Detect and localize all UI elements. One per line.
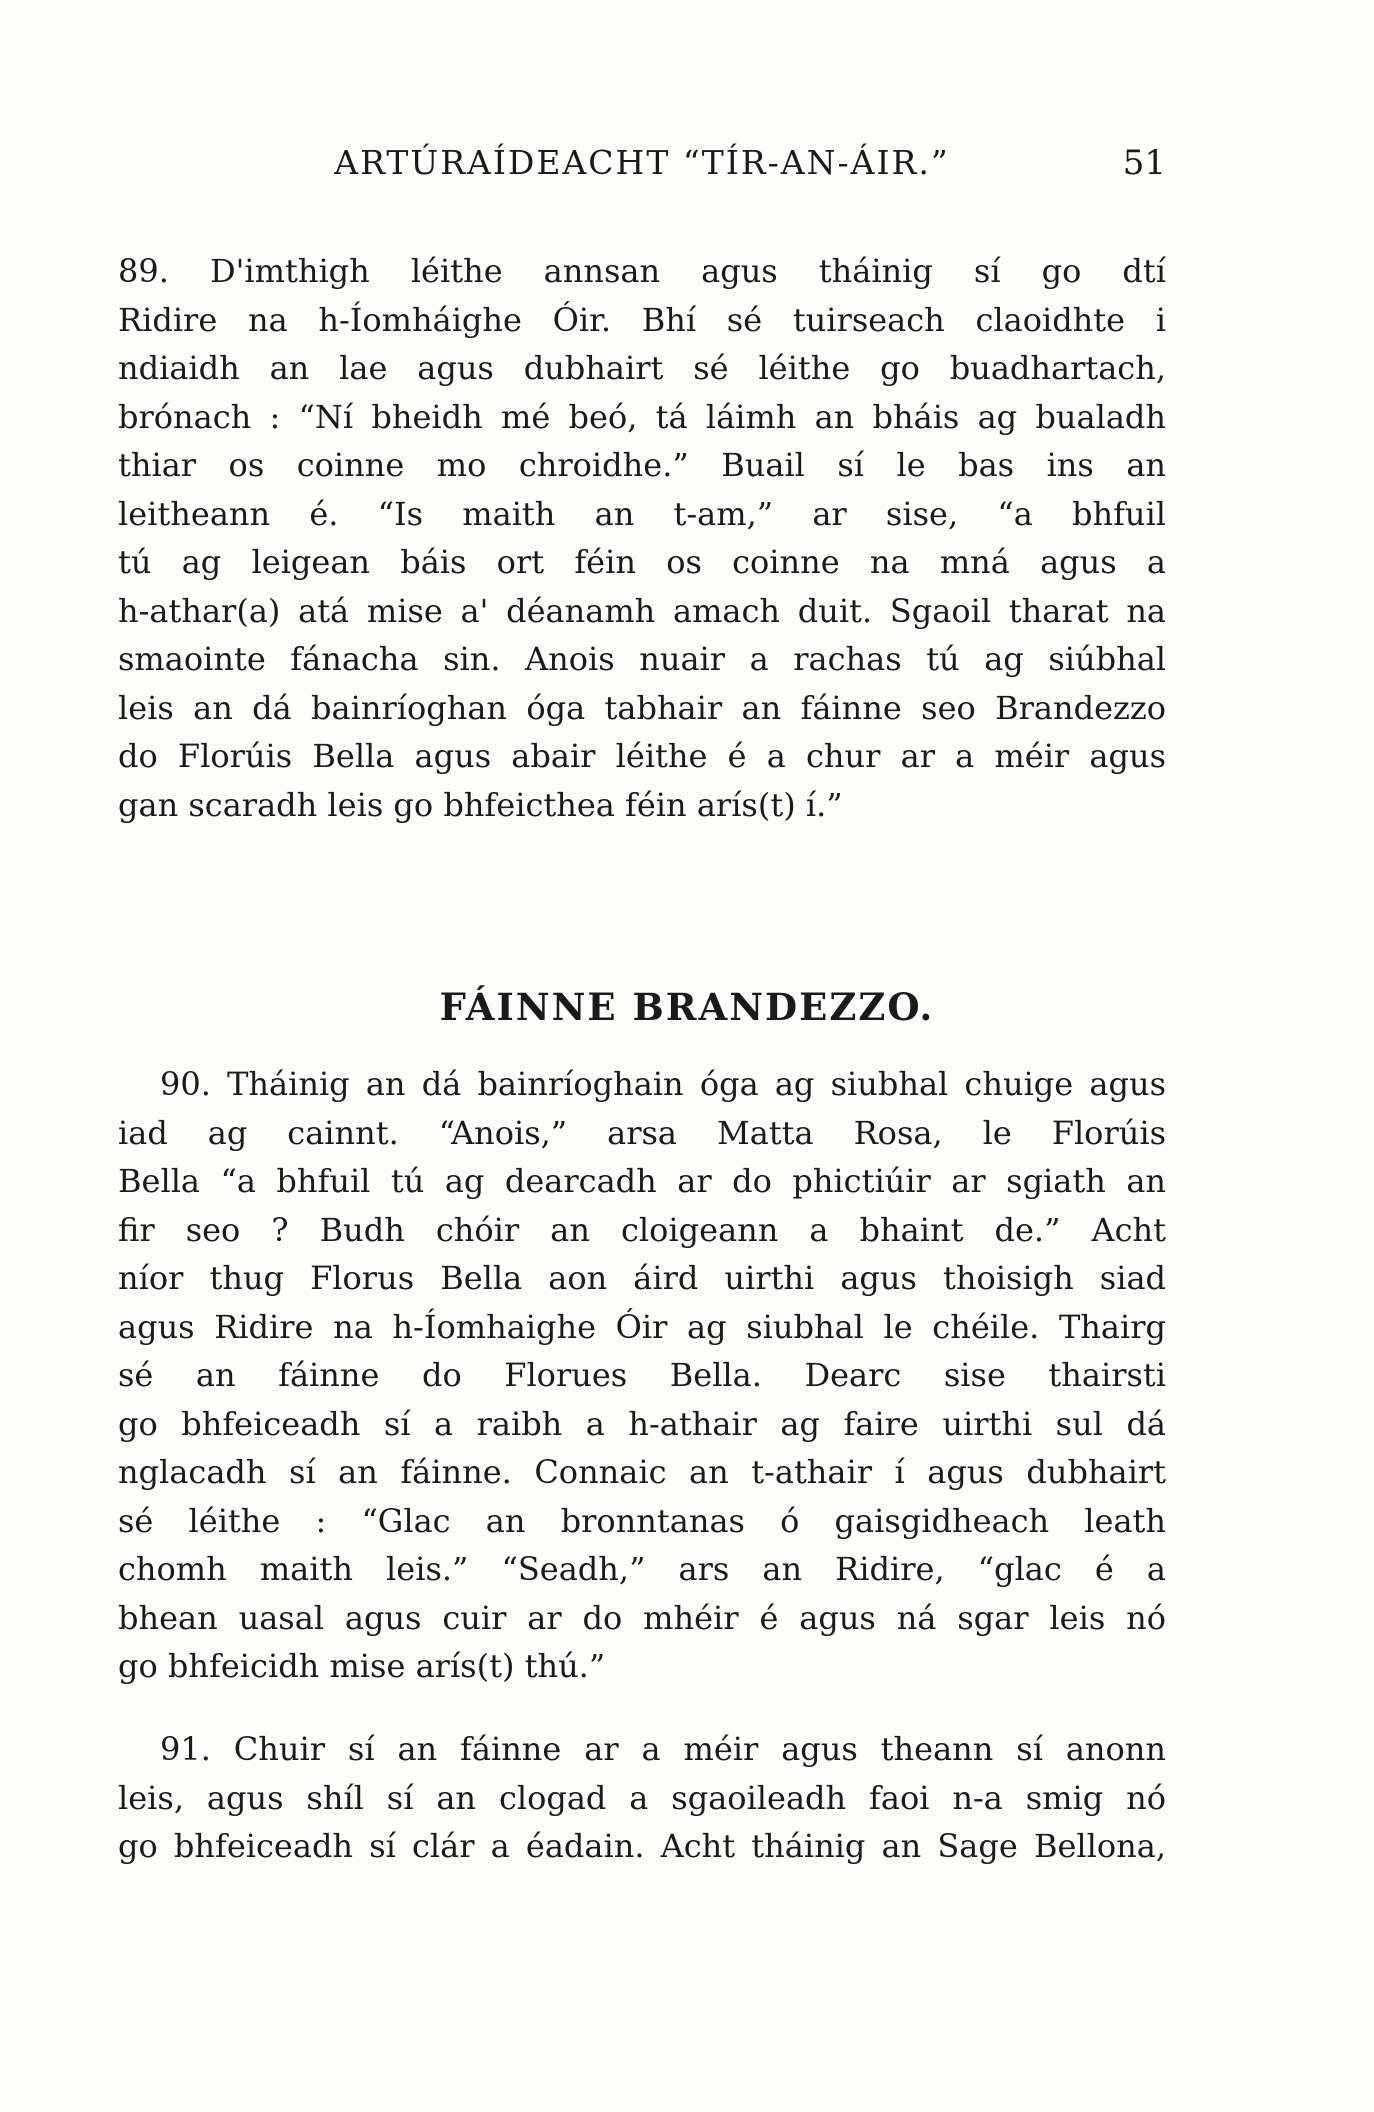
running-head xyxy=(118,143,1166,193)
text-line: Ridire na h-Íomháighe Óir. Bhí sé tuirseach claoidhte i xyxy=(118,300,1166,339)
running-title: ARTÚRAÍDEACHT “TÍR-AN-ÁIR.” xyxy=(334,143,950,182)
text-line: h-athar(a) atá mise a' déanamh amach duit. Sgaoil tharat na xyxy=(118,591,1166,630)
text-line: go bhfeiceadh sí a raibh a h-athair ag faire uirthi sul dá xyxy=(118,1404,1166,1443)
text-line: bhean uasal agus cuir ar do mhéir é agus ná sgar leis nó xyxy=(118,1598,1166,1637)
text-line: iad ag cainnt. “Anois,” arsa Matta Rosa, le Florúis xyxy=(118,1113,1166,1152)
page-number: 51 xyxy=(1122,143,1166,183)
text-line: leitheann é. “Is maith an t-am,” ar sise, “a bhfuil xyxy=(118,494,1166,533)
text-line: leis, agus shíl sí an clogad a sgaoileadh faoi n-a smig nó xyxy=(118,1778,1166,1817)
text-line: go bhfeiceadh sí clár a éadain. Acht tháinig an Sage Bellona, xyxy=(118,1827,1166,1865)
text-line: 89. D'imthigh léithe annsan agus tháinig sí go dtí xyxy=(118,252,1166,290)
section-heading: FÁINNE BRANDEZZO. xyxy=(439,985,935,1029)
text-line: sé an fáinne do Florues Bella. Dearc sise thairsti xyxy=(118,1356,1166,1394)
text-line: brónach : “Ní bheidh mé beó, tá láimh an bháis ag bualadh xyxy=(118,397,1166,436)
text-line: agus Ridire na h-Íomhaighe Óir ag siubhal le chéile. Thairg xyxy=(118,1307,1166,1346)
text-line: sé léithe : “Glac an bronntanas ó gaisgidheach leath xyxy=(118,1501,1166,1540)
text-line: leis an dá bainríoghan óga tabhair an fáinne seo Brandezzo xyxy=(118,688,1166,727)
text-line: 91. Chuir sí an fáinne ar a méir agus theann sí anonn xyxy=(160,1730,1166,1768)
text-line: níor thug Florus Bella aon áird uirthi agus thoisigh siad xyxy=(118,1259,1166,1297)
text-line: chomh maith leis.” “Seadh,” ars an Ridire, “glac é a xyxy=(118,1550,1166,1588)
text-line: 90. Tháinig an dá bainríoghain óga ag siubhal chuige agus xyxy=(160,1065,1166,1103)
text-line: ndiaidh an lae agus dubhairt sé léithe go buadhartach, xyxy=(118,349,1166,387)
paragraph-90 xyxy=(118,1060,1166,1691)
text-line: gan scaradh leis go bhfeicthea féin arís(t) í.” xyxy=(118,785,843,824)
text-line: fir seo ? Budh chóir an cloigeann a bhaint de.” Acht xyxy=(118,1210,1166,1249)
text-line: smaointe fánacha sin. Anois nuair a rachas tú ag siúbhal xyxy=(118,640,1166,678)
text-line: tú ag leigean báis ort féin os coinne na mná agus a xyxy=(118,543,1166,581)
text-line: thiar os coinne mo chroidhe.” Buail sí le bas ins an xyxy=(118,446,1166,484)
paragraph-91 xyxy=(118,1725,1166,1871)
text-line: nglacadh sí an fáinne. Connaic an t-athair í agus dubhairt xyxy=(118,1453,1166,1491)
text-line: Bella “a bhfuil tú ag dearcadh ar do phictiúir ar sgiath an xyxy=(118,1162,1166,1200)
text-line: do Florúis Bella agus abair léithe é a chur ar a méir agus xyxy=(118,737,1166,775)
paragraph-89 xyxy=(118,247,1166,829)
text-line: go bhfeicidh mise arís(t) thú.” xyxy=(118,1647,606,1685)
